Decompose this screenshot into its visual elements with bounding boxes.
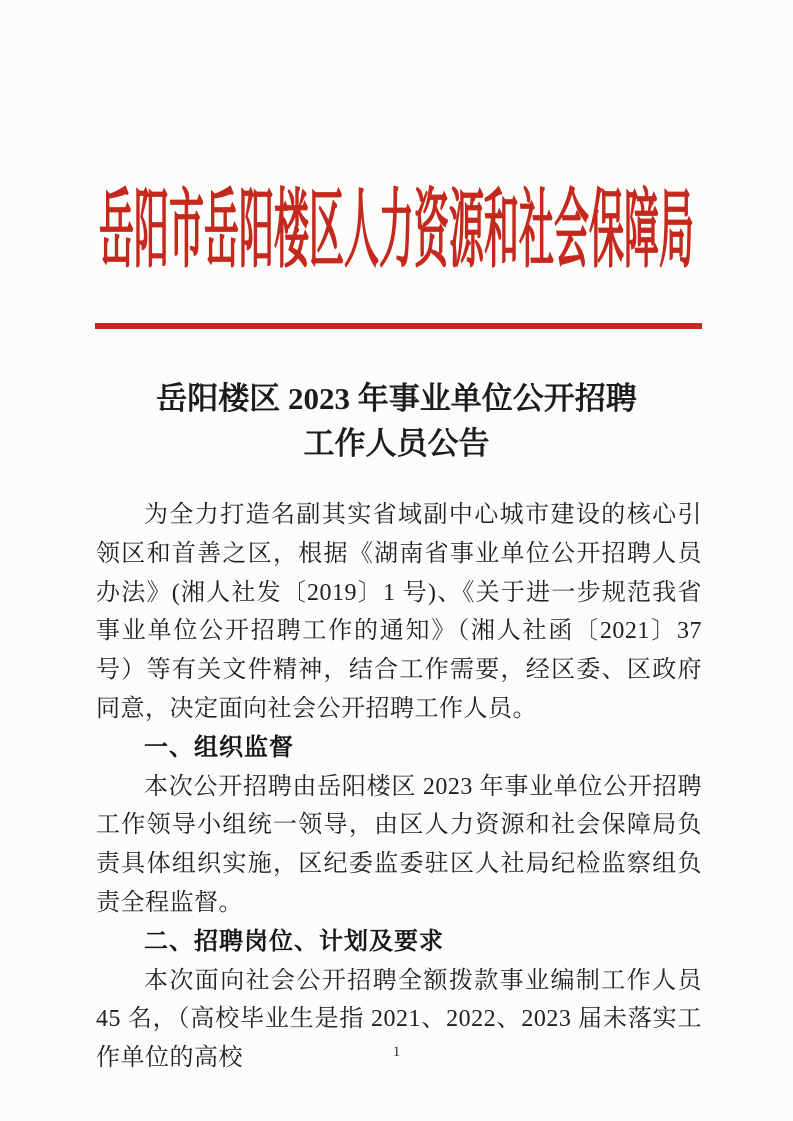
section-2-heading: 二、招聘岗位、计划及要求 <box>144 927 444 955</box>
document-title <box>0 376 793 466</box>
section-2-paragraph: 本次面向社会公开招聘全额拨款事业编制工作人员 45 名，（高校毕业生是指 2021、2022、2023 届未落实工作单位的高校 <box>96 967 702 1072</box>
section-1-heading: 一、组织监督 <box>144 733 294 761</box>
letterhead-divider <box>95 323 702 329</box>
document-title-line1: 岳阳楼区 2023 年事业单位公开招聘 <box>156 381 637 416</box>
page-number: 1 <box>392 1044 401 1060</box>
intro-paragraph: 为全力打造名副其实省域副中心城市建设的核心引领区和首善之区，根据《湖南省事业单位公开招聘人员办法》(湘人社发〔2019〕1 号)、《关于进一步规范我省事业单位公开招聘工作的通知》（湘人社函〔2021〕37 号）等有关文件精神，结合工作需要，经区委、区政府同意，决定面向社会公开招聘工作人员。 <box>96 502 702 722</box>
letterhead-agency-name: 岳阳市岳阳楼区人力资源和社会保障局 <box>98 183 694 279</box>
document-title-line2: 工作人员公告 <box>303 426 490 461</box>
section-1-paragraph: 本次公开招聘由岳阳楼区 2023 年事业单位公开招聘工作领导小组统一领导，由区人力资源和社会保障局负责具体组织实施，区纪委监委驻区人社局纪检监察组负责全程监督。 <box>96 773 702 916</box>
document-body <box>96 496 702 1078</box>
